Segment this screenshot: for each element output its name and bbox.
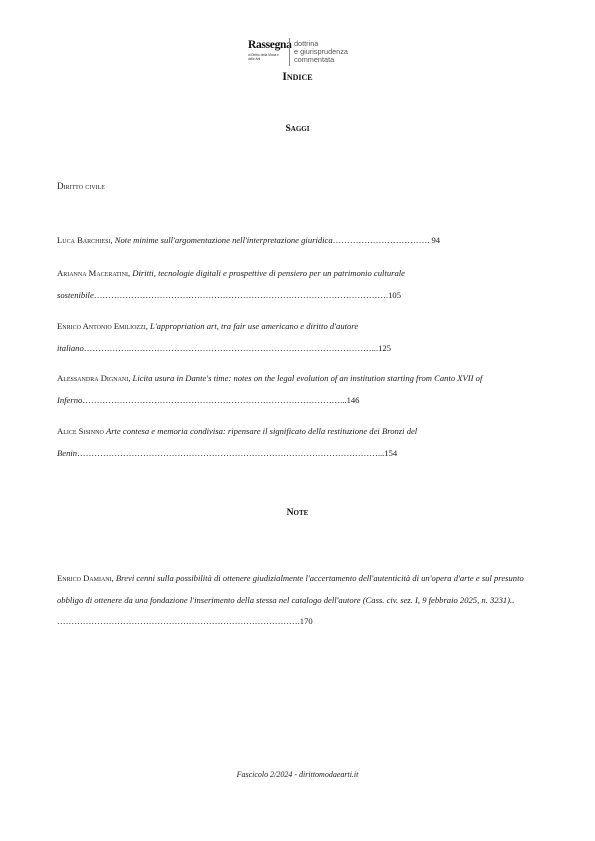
entry-page: 94 (431, 235, 441, 245)
toc-entry[interactable] (57, 316, 538, 359)
logo-tagline: di Diritto della Moda e delle Arti (248, 53, 279, 61)
entry-title: Licita usura in Dante's time: notes on the legal evolution of an institution starting from Canto XVII of Inferno (57, 373, 483, 405)
logo-divider (289, 38, 290, 66)
entry-leader: …………………………………………………………………………………………. (93, 289, 389, 300)
entry-page: 170 (299, 616, 313, 626)
toc-entry[interactable] (57, 368, 538, 411)
logo-name: Rassegna (248, 39, 292, 51)
entry-leader: ……………………………………………………………………………………………... (77, 447, 385, 458)
entry-leader: ………………………………………………………………………………... (82, 394, 347, 405)
journal-logo (248, 38, 368, 68)
entry-author: Arianna Maceratini, (57, 268, 131, 278)
section-label: Diritto civile (57, 181, 105, 191)
toc-entry[interactable] (57, 263, 538, 306)
entry-page: 146 (346, 394, 360, 405)
entry-title: Diritti, tecnologie digitali e prospettive di pensiero per un patrimonio culturale sostenibile (57, 268, 405, 300)
logo-subtitle (294, 40, 348, 65)
entry-title: Brevi cenni sulla possibilità di ottenere giudizialmente l'accertamento dell'autenticità di un'opera d'arte e sul presunto obbligo di ottenere da una fondazione l'inserimento della stessa nel catalogo dell'autore (Cass. civ. sez. I, 9 febbraio 2025, n. 3231).. (57, 573, 524, 605)
entry-author: Alessandra Dignani, (57, 373, 131, 383)
entry-page: 154 (384, 447, 398, 458)
index-heading: Indice (282, 71, 313, 83)
toc-entry[interactable] (57, 568, 538, 633)
toc-entry[interactable] (57, 421, 538, 464)
entry-title: Arte contesa e memoria condivisa: ripensare il significato della restituzione dei Bronzi del Benin (57, 426, 418, 458)
entry-author: Alice Sisinno (57, 426, 104, 436)
entry-author: Enrico Damiani, (57, 573, 114, 583)
entry-leader: ……………………………. (332, 235, 430, 245)
entry-title: Note minime sull'argomentazione nell'interpretazione giuridica (114, 235, 333, 245)
entry-title: L'appropriation art, tra fair use americano e diritto d'autore italiano (57, 321, 359, 353)
entry-leader: ……………..…………………………………………………………………………... (83, 342, 379, 353)
entry-author: Luca Barchiesi, (57, 235, 113, 245)
entry-author: Enrico Antonio Emiliozzi, (57, 321, 148, 331)
entry-page: 105 (388, 289, 401, 300)
entry-page: 125 (378, 342, 391, 353)
toc-entry[interactable] (57, 230, 538, 252)
notes-heading: Note (286, 508, 309, 518)
logo-subtitle-line: e giurisprudenza (294, 47, 348, 57)
page-footer: Fascicolo 2/2024 - dirittomodaearti.it (236, 770, 359, 779)
essays-heading: Saggi (285, 124, 310, 134)
entry-leader: …………………………………………………………………………. (57, 616, 300, 626)
logo-subtitle-line: dottrina (294, 39, 319, 48)
logo-subtitle-line: commentata (294, 55, 335, 65)
